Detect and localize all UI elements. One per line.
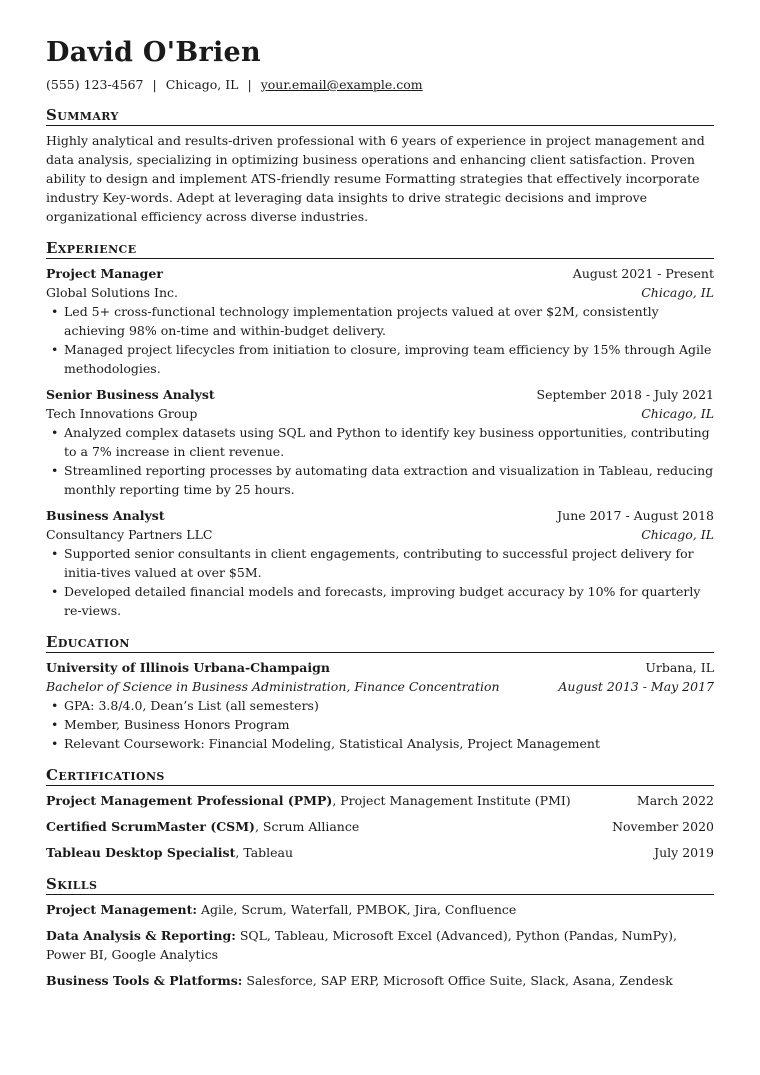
education-bullet: • Relevant Coursework: Financial Modeling, Statistical Analysis, Project Management xyxy=(46,734,714,753)
section-title-skills: Skills xyxy=(46,875,714,895)
job-entry xyxy=(46,264,714,378)
certification-name: Tableau Desktop Specialist xyxy=(46,845,236,860)
certification-date: March 2022 xyxy=(636,793,714,808)
section-title-education: Education xyxy=(46,633,714,653)
email-link[interactable]: your.email@example.com xyxy=(260,77,423,92)
job-location: Chicago, IL xyxy=(641,527,714,542)
education-bullet: • Member, Business Honors Program xyxy=(46,715,714,734)
education-dates: August 2013 - May 2017 xyxy=(558,679,714,694)
job-dates: June 2017 - August 2018 xyxy=(557,508,714,523)
education-bullet: • GPA: 3.8/4.0, Dean’s List (all semesters) xyxy=(46,696,714,715)
section-title-experience: Experience xyxy=(46,239,714,259)
certification-list xyxy=(46,791,714,862)
job-company: Consultancy Partners LLC xyxy=(46,527,213,542)
job-role: Senior Business Analyst xyxy=(46,387,215,402)
degree: Bachelor of Science in Business Administration, Finance Concentration xyxy=(46,679,500,694)
skills-list xyxy=(46,900,714,990)
job-bullet: • Supported senior consultants in client engagements, contributing to successful project delivery for initia-tives valued at over $5M. xyxy=(46,544,714,582)
job-bullet: • Analyzed complex datasets using SQL and Python to identify key business opportunities, contributing to a 7% increase in client revenue. xyxy=(46,423,714,461)
certification-item xyxy=(46,843,714,862)
certification-date: November 2020 xyxy=(612,819,714,834)
job-location: Chicago, IL xyxy=(641,285,714,300)
job-dates: August 2021 - Present xyxy=(572,266,714,281)
school-location: Urbana, IL xyxy=(645,660,714,675)
job-company: Global Solutions Inc. xyxy=(46,285,179,300)
job-entry xyxy=(46,385,714,499)
job-role: Business Analyst xyxy=(46,508,165,523)
skill-item xyxy=(46,926,714,964)
job-dates: September 2018 - July 2021 xyxy=(536,387,714,402)
skill-value: Agile, Scrum, Waterfall, PMBOK, Jira, Confluence xyxy=(197,902,517,917)
certification-item xyxy=(46,817,714,836)
school-name: University of Illinois Urbana-Champaign xyxy=(46,660,330,675)
education-entry xyxy=(46,658,714,753)
skill-label: Data Analysis & Reporting: xyxy=(46,928,236,943)
contact-location: Chicago, IL xyxy=(165,77,239,92)
skill-item xyxy=(46,971,714,990)
skill-value: SQL, Tableau, Microsoft Excel (Advanced), Python (Pandas, NumPy), Power BI, Google Analytics xyxy=(46,928,677,962)
contact-phone: (555) 123-4567 xyxy=(46,77,144,92)
skill-label: Business Tools & Platforms: xyxy=(46,973,243,988)
job-location: Chicago, IL xyxy=(641,406,714,421)
certifications-section xyxy=(46,766,714,862)
job-bullet: • Led 5+ cross-functional technology implementation projects valued at over $2M, consistently achieving 98% on-time and within-budget delivery. xyxy=(46,302,714,340)
experience-section xyxy=(46,239,714,620)
summary-section xyxy=(46,106,714,226)
summary-text: Highly analytical and results-driven professional with 6 years of experience in project management and data analysis, specializing in optimizing business operations and enhancing client satisfaction. Proven ability to design and implement ATS-friendly resume Formatting strategies that effectively incorporate industry Key-words. Adept at leveraging data insights to drive strategic decisions and improve organizational efficiency across diverse industries. xyxy=(46,133,705,224)
skills-section xyxy=(46,875,714,990)
contact-separator: | xyxy=(152,77,157,92)
section-title-certifications: Certifications xyxy=(46,766,714,786)
certification-issuer: , Scrum Alliance xyxy=(254,819,360,834)
job-role: Project Manager xyxy=(46,266,163,281)
certification-name: Certified ScrumMaster (CSM) xyxy=(46,819,255,834)
certification-item xyxy=(46,791,714,810)
certification-issuer: , Tableau xyxy=(235,845,294,860)
job-bullet: • Developed detailed financial models and forecasts, improving budget accuracy by 10% for quarterly re-views. xyxy=(46,582,714,620)
job-bullet: • Streamlined reporting processes by automating data extraction and visualization in Tableau, reducing monthly reporting time by 25 hours. xyxy=(46,461,714,499)
education-section xyxy=(46,633,714,753)
candidate-name: David O'Brien xyxy=(46,37,261,68)
certification-name: Project Management Professional (PMP) xyxy=(46,793,333,808)
contact-line xyxy=(46,77,714,93)
skill-item xyxy=(46,900,714,919)
section-title-summary: Summary xyxy=(46,106,714,126)
job-company: Tech Innovations Group xyxy=(46,406,198,421)
skill-label: Project Management: xyxy=(46,902,198,917)
skill-value: Salesforce, SAP ERP, Microsoft Office Suite, Slack, Asana, Zendesk xyxy=(242,973,673,988)
job-entry xyxy=(46,506,714,620)
job-bullet: • Managed project lifecycles from initiation to closure, improving team efficiency by 15% through Agile methodologies. xyxy=(46,340,714,378)
certification-issuer: , Project Management Institute (PMI) xyxy=(332,793,571,808)
contact-separator: | xyxy=(247,77,252,92)
certification-date: July 2019 xyxy=(654,845,714,860)
